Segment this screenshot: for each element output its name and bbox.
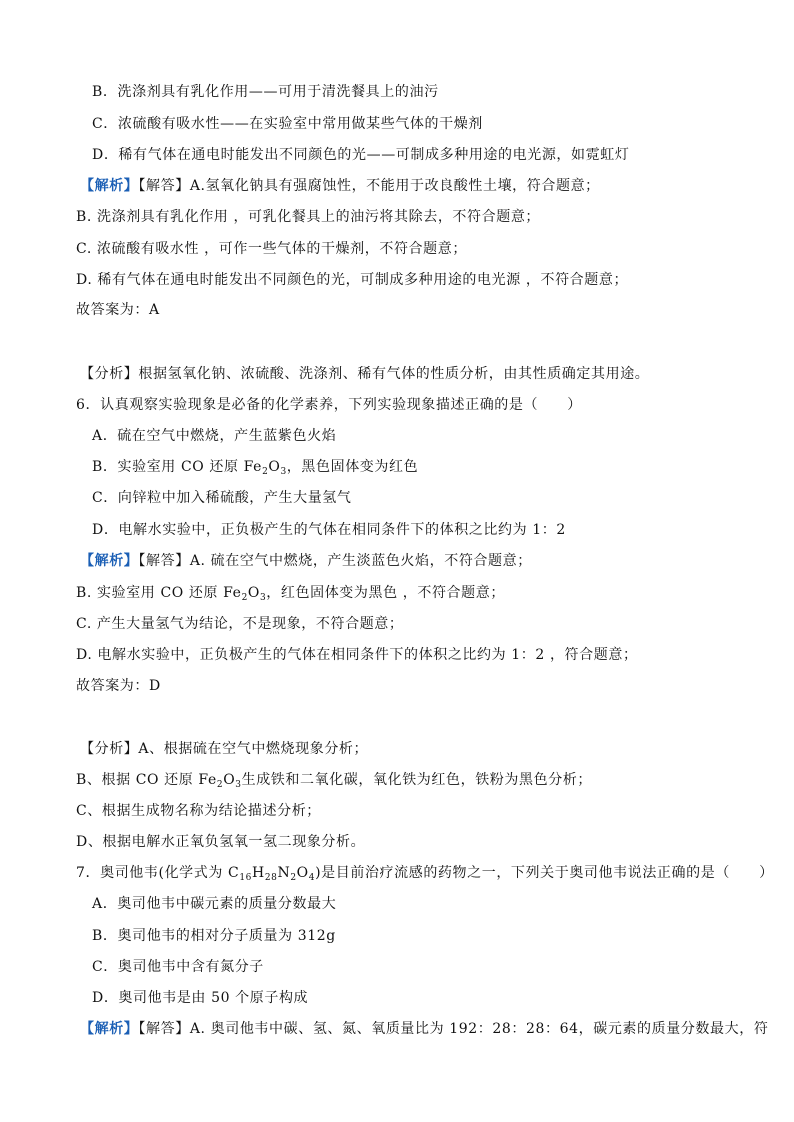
q7-option-a: A．奥司他韦中碳元素的质量分数最大: [92, 896, 337, 912]
subscript: 3: [280, 467, 287, 477]
q6-solution-b-mid: O: [247, 585, 260, 601]
q6-stem: 6．认真观察实验现象是必备的化学素养，下列实验现象描述正确的是（ ）: [76, 397, 582, 413]
q7-option-c: C．奥司他韦中含有氮分子: [92, 959, 264, 975]
subscript: 4: [308, 873, 316, 883]
q5-solution-a: [80, 176, 600, 196]
q7-stem-post: )是目前治疗流感的药物之一，下列关于奥司他韦说法正确的是（ ）: [315, 865, 774, 881]
jiexi-tag: 【解析】: [80, 1021, 139, 1037]
subscript: 2: [262, 467, 269, 477]
q7-option-d: D．奥司他韦是由 50 个原子构成: [92, 990, 309, 1006]
q6-analysis-b-pre: B、根据 CO 还原 Fe: [76, 772, 217, 788]
subscript: 3: [259, 593, 267, 603]
jieda-tag: 【解答】: [138, 553, 190, 569]
q6-option-b-pre: B．实验室用 CO 还原 Fe: [92, 459, 263, 475]
q6-solution-c: C. 产生大量氢气为结论，不是现象，不符合题意；: [76, 616, 404, 632]
q6-answer: 故答案为：D: [76, 678, 161, 694]
fenxi-tag: 【分析】: [80, 741, 139, 757]
q6-solution-b-post: ，红色固体变为黑色 ，不符合题意；: [266, 585, 505, 601]
q6-analysis-b-mid: O: [223, 772, 236, 788]
q6-solution-a-text: A. 硫在空气中燃烧，产生淡蓝色火焰，不符合题意；: [189, 553, 532, 569]
q5-solution-b: B. 洗涤剂具有乳化作用 ，可乳化餐具上的油污将其除去，不符合题意；: [76, 209, 541, 225]
q7-solution-a-text: A. 奥司他韦中碳、氢、氮、氧质量比为 192：28：28：64，碳元素的质量分数最大，符: [189, 1021, 769, 1037]
q7-solution-a: [80, 1019, 768, 1039]
subscript: 2: [241, 593, 248, 603]
element-symbol: N: [277, 865, 291, 881]
fenxi-tag: 【分析】: [80, 366, 139, 382]
q5-analysis-text: 根据氢氧化钠、浓硫酸、洗涤剂、稀有气体的性质分析，由其性质确定其用途。: [138, 366, 650, 382]
subscript: 2: [290, 873, 297, 883]
q6-analysis-c: C、根据生成物名称为结论描述分析；: [76, 803, 321, 819]
subscript: 16: [239, 873, 252, 883]
q7-stem: [76, 863, 774, 883]
q5-option-c: C．浓硫酸有吸水性——在实验室中常用做某些气体的干燥剂: [92, 116, 483, 132]
subscript: 2: [216, 780, 224, 790]
q6-option-a: A．硫在空气中燃烧，产生蓝紫色火焰: [92, 428, 337, 444]
q6-solution-d: D. 电解水实验中，正负极产生的气体在相同条件下的体积之比约为 1：2 ，符合题意；: [76, 647, 638, 663]
jiexi-tag: 【解析】: [80, 178, 139, 194]
q5-answer: 故答案为：A: [76, 302, 160, 318]
q5-option-d: D．稀有气体在通电时能发出不同颜色的光——可制成多种用途的电光源，如霓虹灯: [92, 147, 630, 163]
element-symbol: O: [296, 865, 309, 881]
q6-option-b: [92, 457, 418, 477]
q5-option-b: B．洗涤剂具有乳化作用——可用于清洗餐具上的油污: [92, 84, 439, 100]
subscript: 28: [264, 873, 278, 883]
q6-option-d: D．电解水实验中，正负极产生的气体在相同条件下的体积之比约为 1：2: [92, 522, 566, 538]
subscript: 3: [235, 780, 242, 790]
q6-analysis-d: D、根据电解水正氧负氢氧一氢二现象分析。: [76, 834, 366, 850]
q6-analysis-b-post: 生成铁和二氧化碳，氧化铁为红色，铁粉为黑色分析；: [241, 772, 593, 788]
jieda-tag: 【解答】: [138, 1021, 190, 1037]
q6-solution-b-pre: B. 实验室用 CO 还原 Fe: [76, 585, 242, 601]
q5-analysis: [80, 364, 649, 384]
q6-option-b-mid: O: [268, 459, 281, 475]
q7-option-b: B．奥司他韦的相对分子质量为 312g: [92, 928, 336, 944]
q5-solution-a-text: A.氢氧化钠具有强腐蚀性，不能用于改良酸性土壤，符合题意；: [189, 178, 600, 194]
q6-option-c: C．向锌粒中加入稀硫酸，产生大量氢气: [92, 490, 352, 506]
jieda-tag: 【解答】: [138, 178, 190, 194]
q6-solution-a: [80, 551, 532, 571]
q6-solution-b: [76, 583, 505, 603]
q7-stem-pre: 7．奥司他韦(化学式为 C: [76, 865, 240, 881]
q6-analysis-b: [76, 770, 592, 790]
q6-option-b-post: ，黑色固体变为红色: [286, 459, 419, 475]
q6-analysis-a-text: A、根据硫在空气中燃烧现象分析；: [138, 741, 369, 757]
element-symbol: H: [252, 865, 265, 881]
q5-solution-c: C. 浓硫酸有吸水性 ，可作一些气体的干燥剂，不符合题意；: [76, 241, 467, 257]
jiexi-tag: 【解析】: [80, 553, 139, 569]
q5-solution-d: D. 稀有气体在通电时能发出不同颜色的光，可制成多种用途的电光源 ，不符合题意；: [76, 272, 629, 288]
q6-analysis-a: [80, 739, 368, 759]
